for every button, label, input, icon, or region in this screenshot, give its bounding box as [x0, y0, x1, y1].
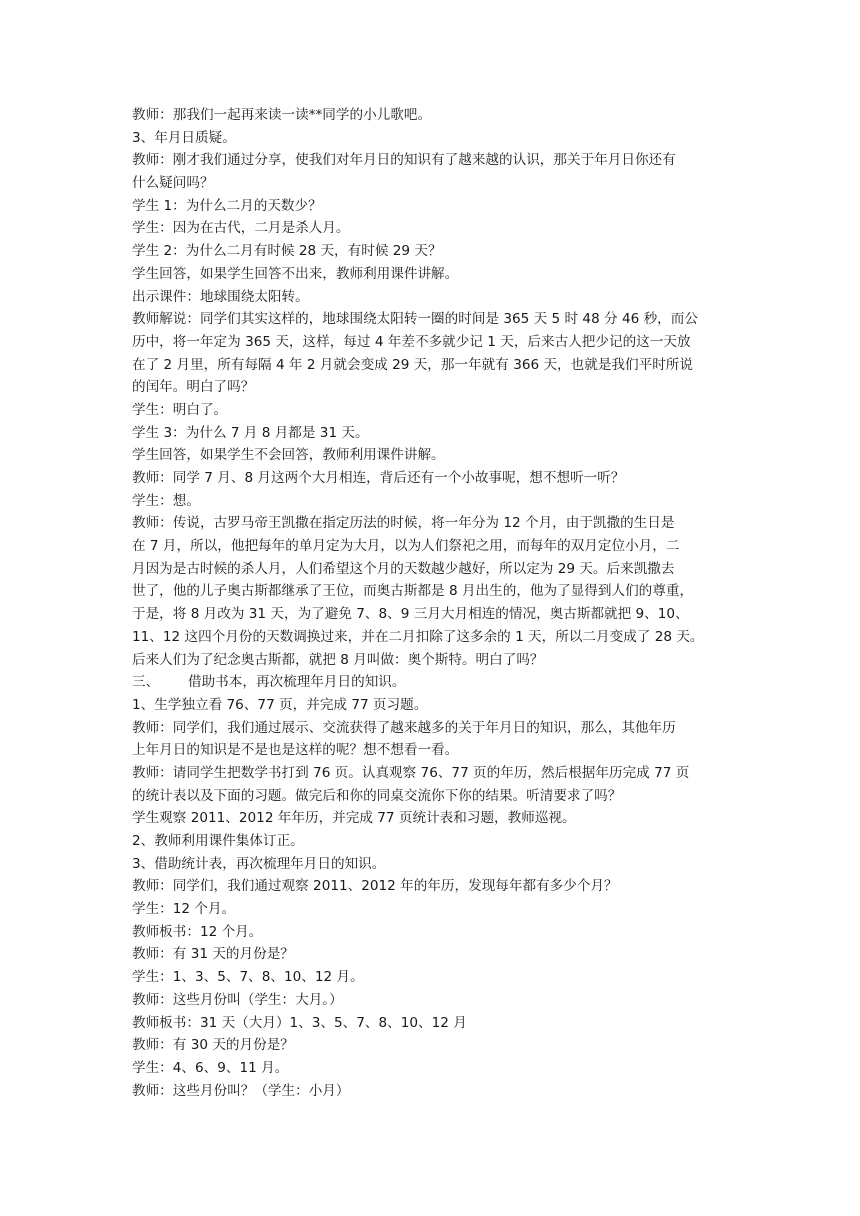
- text-line: 11、12 这四个月份的天数调换过来，并在二月扣除了这多余的 1 天，所以二月变成了 28 天。: [132, 628, 704, 645]
- text-line: 的闰年。明白了吗？: [132, 379, 255, 396]
- text-line: 学生：因为在古代，二月是杀人月。: [132, 220, 350, 237]
- section-number: 三、: [132, 674, 160, 691]
- text-line: 学生：明白了。: [132, 401, 228, 418]
- text-line: 学生：1、3、5、7、8、10、12 月。: [132, 969, 364, 986]
- text-line: 教师解说：同学们其实这样的，地球围绕太阳转一圈的时间是 365 天 5 时 48 分 46 秒，而公: [132, 311, 698, 328]
- text-line: 2、教师利用课件集体订正。: [132, 833, 304, 849]
- text-line: 学生 3：为什么 7 月 8 月都是 31 天。: [132, 424, 369, 441]
- text-line: 学生观察 2011、2012 年年历，并完成 77 页统计表和习题，教师巡视。: [132, 810, 576, 827]
- text-line: 教师：同学 7 月、8 月这两个大月相连，背后还有一个小故事呢，想不想听一听？: [132, 470, 625, 486]
- text-line: 教师：请同学生把数学书打到 76 页。认真观察 76、77 页的年历，然后根据年历完成 77 页: [132, 764, 690, 781]
- section-title: 借助书本，再次梳理年月日的知识。: [188, 674, 406, 691]
- text-line: 教师：刚才我们通过分享，使我们对年月日的知识有了越来越的认识，那关于年月日你还有: [132, 152, 676, 169]
- text-line: 学生 2：为什么二月有时候 28 天，有时候 29 天？: [132, 243, 442, 260]
- document-body: [132, 104, 732, 1102]
- text-line: 月因为是古时候的杀人月，人们希望这个月的天数越少越好，所以定为 29 天。后来凯撒去: [132, 560, 675, 577]
- text-line: 出示课件：地球围绕太阳转。: [132, 288, 309, 305]
- text-line: 在了 2 月里，所有每隔 4 年 2 月就会变成 29 天，那一年就有 366 天，也就是我们平时所说: [132, 356, 693, 373]
- section-heading: [132, 671, 732, 694]
- text-line: 什么疑问吗？: [132, 175, 214, 192]
- text-line: 于是，将 8 月改为 31 天，为了避免 7、8、9 三月大月相连的情况，奥古斯都就把 9、10、: [132, 606, 689, 623]
- text-line: 后来人们为了纪念奥古斯都，就把 8 月叫做：奥个斯特。明白了吗？: [132, 651, 544, 668]
- text-line: 教师：有 30 天的月份是？: [132, 1037, 294, 1054]
- text-line: 历中，将一年定为 365 天，这样，每过 4 年差不多就少记 1 天，后来古人把少记的这一天放: [132, 333, 691, 350]
- text-line: 学生：想。: [132, 492, 200, 509]
- text-line: 1、生学独立看 76、77 页，并完成 77 页习题。: [132, 696, 428, 713]
- text-line: 3、年月日质疑。: [132, 129, 236, 146]
- text-line: 教师板书：12 个月。: [132, 923, 263, 940]
- text-line: 教师：这些月份叫？（学生：小月）: [132, 1082, 350, 1099]
- text-line: 教师：有 31 天的月份是？: [132, 946, 294, 963]
- text-line: 教师：传说，古罗马帝王凯撒在指定历法的时候，将一年分为 12 个月，由于凯撒的生日是: [132, 515, 675, 532]
- text-line: 在 7 月，所以，他把每年的单月定为大月，以为人们祭祀之用，而每年的双月定位小月，二: [132, 538, 680, 555]
- text-line: 教师：同学们，我们通过观察 2011、2012 年的年历，发现每年都有多少个月？: [132, 878, 618, 895]
- text-line: 学生：12 个月。: [132, 901, 236, 918]
- text-line: 教师：这些月份叫（学生：大月。）: [132, 991, 343, 1008]
- text-line: 的统计表以及下面的习题。做完后和你的同桌交流你下你的结果。听清要求了吗？: [132, 787, 622, 804]
- text-line: 上年月日的知识是不是也是这样的呢？想不想看一看。: [132, 742, 459, 759]
- text-line: 教师：那我们一起再来读一读**同学的小儿歌吧。: [132, 107, 432, 123]
- text-line: 教师板书：31 天（大月）1、3、5、7、8、10、12 月: [132, 1014, 467, 1031]
- text-line: 3、借助统计表，再次梳理年月日的知识。: [132, 855, 386, 872]
- text-line: 学生回答，如果学生回答不出来，教师利用课件讲解。: [132, 265, 459, 282]
- text-line: 世了，他的儿子奥古斯都继承了王位，而奥古斯都是 8 月出生的，他为了显得到人们的尊重，: [132, 583, 694, 600]
- text-line: 学生回答，如果学生不会回答，教师利用课件讲解。: [132, 447, 445, 464]
- text-line: 学生：4、6、9、11 月。: [132, 1059, 289, 1076]
- text-line: 教师：同学们，我们通过展示、交流获得了越来越多的关于年月日的知识，那么，其他年历: [132, 719, 676, 736]
- text-line: 学生 1：为什么二月的天数少？: [132, 197, 322, 214]
